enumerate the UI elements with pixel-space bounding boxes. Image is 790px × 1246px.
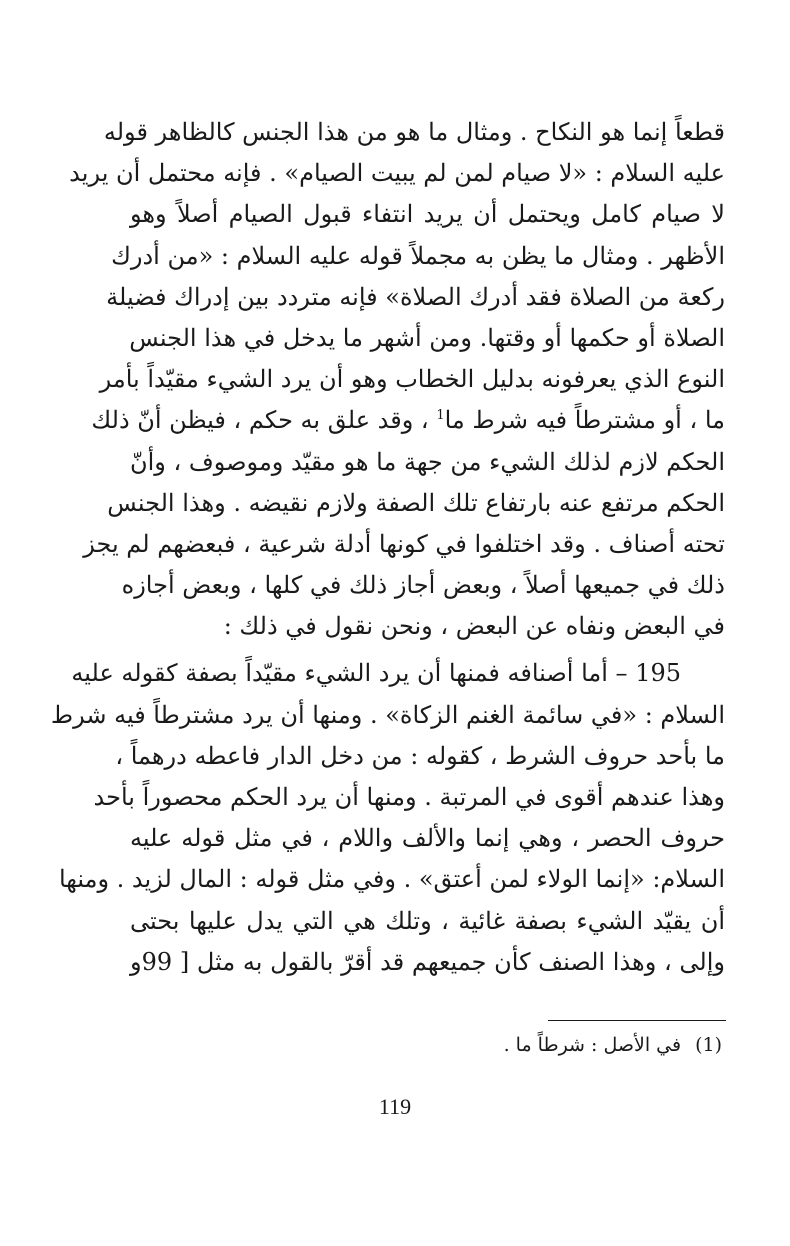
footnote-reference: 1 bbox=[436, 408, 445, 424]
text-line-with-folio-marker bbox=[130, 942, 725, 983]
text-line: لا صيام كامل ويحتمل أن يريد انتفاء قبول الصيام أصلاً وهو bbox=[130, 200, 725, 229]
text-line: تحته أصناف . وقد اختلفوا في كونها أدلة شرعية ، فبعضهم لم يجز bbox=[83, 529, 725, 558]
footnote-divider bbox=[548, 1020, 726, 1021]
text-line: في البعض ونفاه عن البعض ، ونحن نقول في ذلك : bbox=[223, 612, 725, 641]
text-segment: وإلى ، وهذا الصنف كأن جميعهم قد أقرّ بالقول به مثل bbox=[196, 947, 726, 976]
text-line: الحكم مرتفع عنه بارتفاع تلك الصفة ولازم نقيضه . وهذا الجنس bbox=[107, 488, 725, 517]
text-line: السلام: «إنما الولاء لمن أعتق» . وفي مثل قوله : المال لزيد . ومنها bbox=[58, 865, 725, 894]
folio-marker: [ 99و bbox=[130, 947, 190, 976]
footnote-text: في الأصل : شرطاً ما . bbox=[503, 1034, 682, 1056]
text-line: حروف الحصر ، وهي إنما والألف واللام ، في مثل قوله عليه bbox=[130, 824, 725, 853]
text-line: السلام : «في سائمة الغنم الزكاة» . ومنها أن يرد مشترطاً فيه شرط bbox=[50, 700, 725, 729]
footnote bbox=[504, 1030, 722, 1060]
text-line-with-footnote-ref bbox=[91, 400, 725, 441]
text-line: النوع الذي يعرفونه بدليل الخطاب وهو أن يرد الشيء مقيّداً بأمر bbox=[99, 365, 725, 394]
text-line: الصلاة أو حكمها أو وقتها. ومن أشهر ما يدخل في هذا الجنس bbox=[129, 323, 725, 352]
text-line: أن يقيّد الشيء بصفة غائية ، وتلك هي التي يدل عليها بحتى bbox=[130, 906, 725, 935]
text-line: الحكم لازم لذلك الشيء من جهة ما هو مقيّد وموصوف ، وأنّ bbox=[130, 447, 725, 476]
text-line: قطعاً إنما هو النكاح . ومثال ما هو من هذا الجنس كالظاهر قوله bbox=[103, 118, 725, 146]
paragraph-start-line: 195 – أما أصنافه فمنها أن يرد الشيء مقيّداً بصفة كقوله عليه bbox=[71, 659, 681, 688]
text-line: عليه السلام : «لا صيام لمن لم يبيت الصيام» . فإنه محتمل أن يريد bbox=[69, 159, 725, 188]
text-line: ركعة من الصلاة فقد أدرك الصلاة» فإنه متردد بين إدراك فضيلة bbox=[106, 282, 725, 311]
main-text bbox=[50, 112, 726, 983]
text-line: ما بأحد حروف الشرط ، كقوله : من دخل الدار فاعطه درهماً ، bbox=[115, 741, 725, 770]
text-segment: ، وقد علق به حكم ، فيظن أنّ ذلك bbox=[91, 406, 429, 435]
text-line: الأظهر . ومثال ما يظن به مجملاً قوله عليه السلام : «من أدرك bbox=[111, 241, 725, 270]
text-line: وهذا عندهم أقوى في المرتبة . ومنها أن يرد الحكم محصوراً بأحد bbox=[93, 783, 725, 811]
page-number: 119 bbox=[378, 1094, 412, 1119]
footnote-number: (1) bbox=[695, 1034, 722, 1056]
text-line: ذلك في جميعها أصلاً ، وبعض أجاز ذلك في كلها ، وبعض أجازه bbox=[121, 571, 725, 600]
text-segment: ما ، أو مشترطاً فيه شرط ما bbox=[444, 406, 725, 435]
